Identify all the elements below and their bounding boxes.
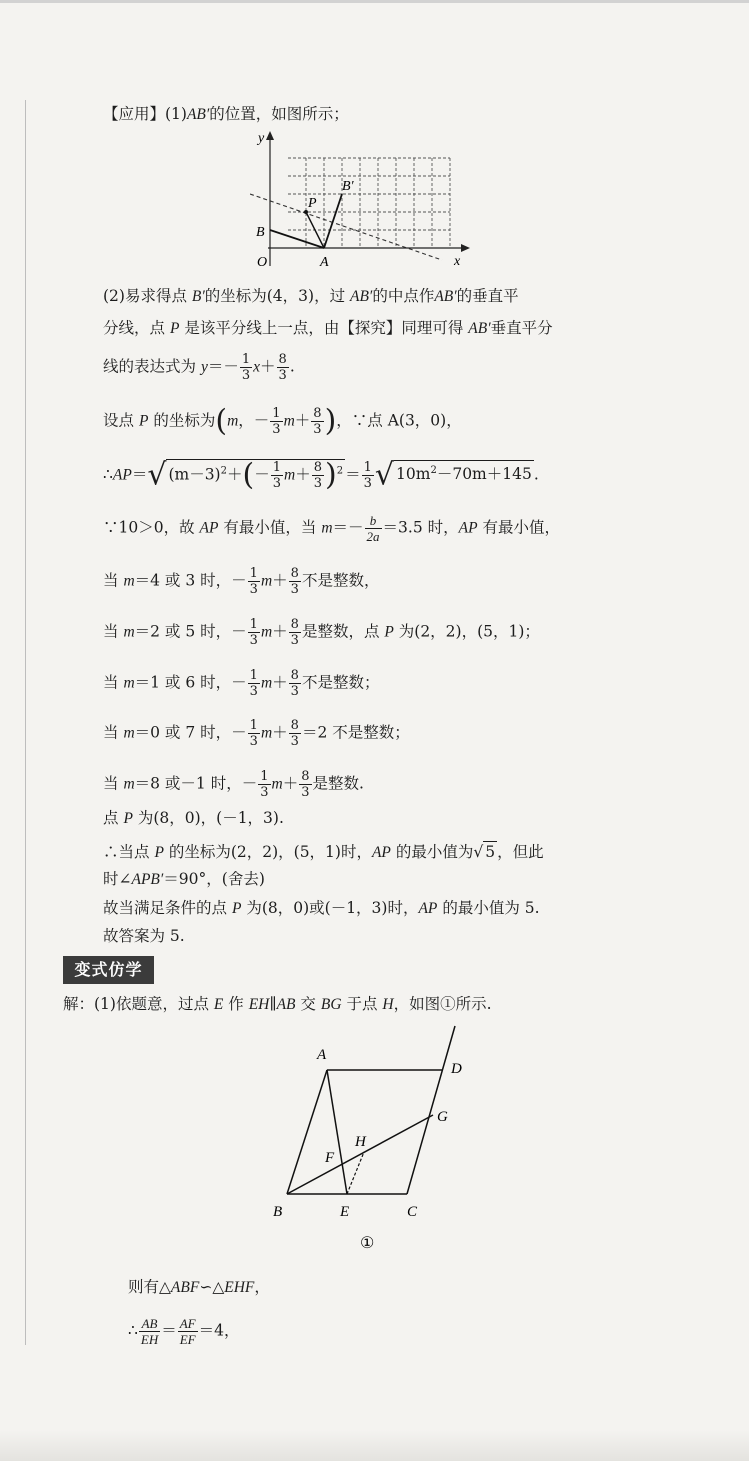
section-badge-variant-practice: 变式仿学: [63, 956, 154, 984]
app-line-16: 故当满足条件的点 P 为(8，0)或(－1，3)时，AP 的最小值为 5.: [103, 899, 540, 917]
label-o: O: [257, 255, 268, 270]
label-c: C: [407, 1204, 418, 1220]
variant-line-3: ∴ $\frac{AB}{EH}$ ＝ $\frac{AF}{EF}$ ＝4，: [128, 1316, 240, 1347]
label-b-prime: B′: [342, 179, 354, 194]
app-line-12: 当 m＝8 或－1 时，－ $\frac{1}{3}$ m＋ $\frac{8}{3}$ 是整数.: [103, 769, 364, 800]
label-d: D: [451, 1061, 462, 1077]
parallelogram-figure: [260, 1022, 490, 1252]
label-e: E: [340, 1204, 350, 1220]
app-line-3: 分线，点 P 是该平分线上一点，由【探究】同理可得 AB′垂直平分: [103, 319, 553, 337]
page-bottom-shadow: [0, 1430, 749, 1461]
app-line-10: 当 m＝1 或 6 时，－ $\frac{1}{3}$ m＋ $\frac{8}{3}$ 不是整数；: [103, 668, 380, 699]
segment-ab-prime: [324, 194, 342, 248]
app-line-9: 当 m＝2 或 5 时，－ $\frac{1}{3}$ m＋ $\frac{8}{3}$ 是整数，点 P 为(2，2)，(5，1)；: [103, 617, 540, 648]
app-line-1: 【应用】(1)AB′的位置，如图所示；: [103, 105, 349, 123]
label-f: F: [325, 1150, 335, 1166]
page-top-edge: [0, 0, 749, 3]
app-line-17: 故答案为 5.: [103, 927, 185, 945]
label-b: B: [256, 225, 265, 240]
app-line-2: (2)易求得点 B′的坐标为(4，3)，过 AB′的中点作AB′的垂直平: [103, 287, 519, 305]
segment-ae: [327, 1070, 347, 1194]
variant-line-1: 解：(1)依题意，过点 E 作 EH∥AB 交 BG 于点 H，如图①所示.: [63, 995, 492, 1013]
label-g: G: [437, 1109, 448, 1125]
label-h: H: [355, 1134, 366, 1150]
app-line-15: 时∠APB′＝90°，(舍去): [103, 870, 265, 888]
variant-line-2: 则有△ABF∽△EHF，: [128, 1278, 270, 1296]
app-line-14: ∴当点 P 的坐标为(2，2)，(5，1)时，AP 的最小值为√ 5 ，但此: [103, 843, 544, 861]
coordinate-figure: [250, 126, 480, 276]
label-p: P: [308, 196, 317, 211]
label-a: A: [320, 255, 329, 270]
label-a: A: [317, 1047, 327, 1063]
app-line-11: 当 m＝0 或 7 时，－ $\frac{1}{3}$ m＋ $\frac{8}{3}$ ＝2 不是整数；: [103, 718, 410, 749]
label-b: B: [273, 1204, 283, 1220]
app-line-6: ∴AP＝√ $(m-3)^2+(-$ $\frac{1}{3}$ m＋ $\frac{8}{3}$ )$^2$ ＝ $\frac{1}{3}$ √ $10m^2-70m+145$ .: [103, 457, 539, 493]
app-line-5: 设点 P 的坐标为(m，－ $\frac{1}{3}$ m＋ $\frac{8}{3}$ )，∵点 A(3，0)，: [103, 403, 462, 439]
app-line-7: ∵10＞0，故 AP 有最小值，当 m＝－ $\frac{b}{2a}$ ＝3.5 时，AP 有最小值，: [103, 513, 560, 544]
label-x: x: [454, 254, 461, 269]
app-line-13: 点 P 为(8，0)，(－1，3).: [103, 809, 284, 827]
figure-caption: ①: [360, 1235, 375, 1252]
x-axis-arrow-icon: [461, 244, 470, 252]
label-y: y: [258, 131, 265, 146]
segment-eh-dashed: [347, 1152, 364, 1194]
app-line-4: 线的表达式为 y＝－ $\frac{1}{3}$ x＋ $\frac{8}{3}$ .: [103, 352, 295, 383]
app-line-8: 当 m＝4 或 3 时，－ $\frac{1}{3}$ m＋ $\frac{8}{3}$ 不是整数，: [103, 566, 380, 597]
bisector-line: [250, 194, 442, 260]
y-axis-arrow-icon: [266, 131, 274, 140]
margin-rule: [25, 100, 26, 1345]
